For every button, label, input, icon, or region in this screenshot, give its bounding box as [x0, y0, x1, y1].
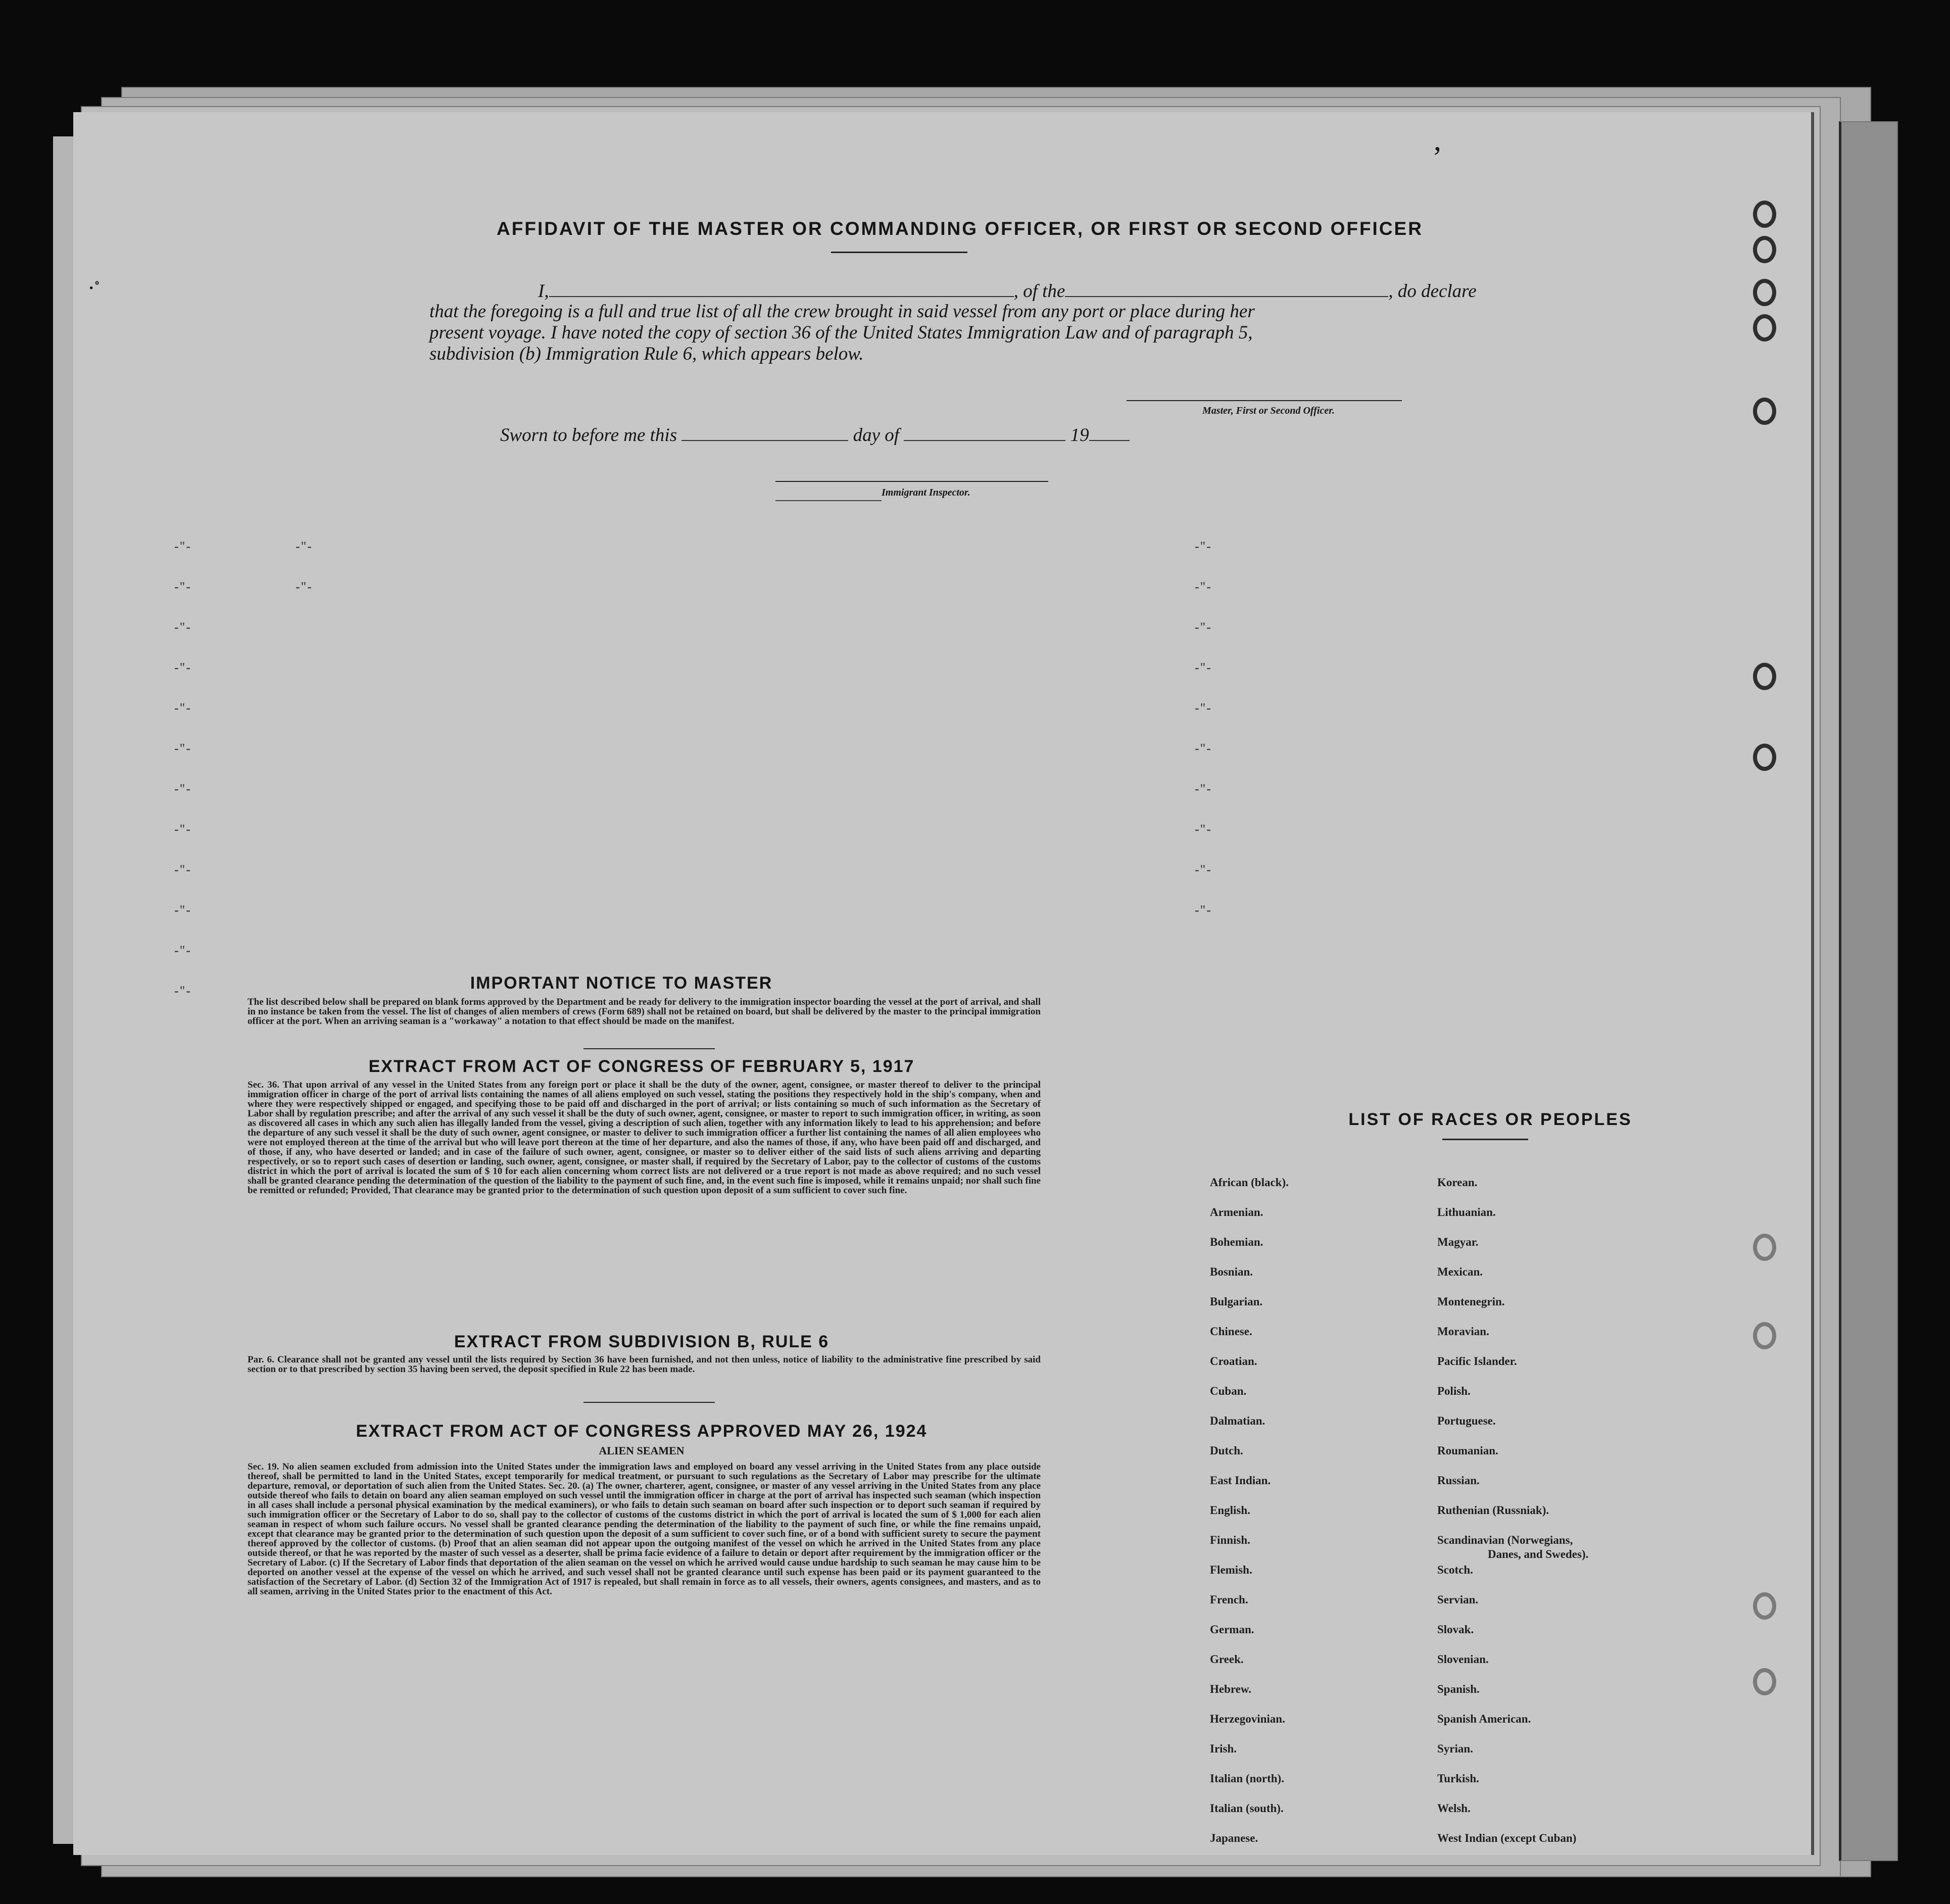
sworn-text: Sworn to before me this	[500, 425, 677, 446]
ditto-mark: -"-	[174, 539, 191, 554]
ditto-mark: -"-	[1195, 782, 1212, 796]
ditto-mark: -"-	[174, 822, 191, 837]
ditto-mark: -"-	[1195, 660, 1212, 675]
race-item: Russian.	[1437, 1474, 1480, 1487]
extract-1924-title: EXTRACT FROM ACT OF CONGRESS APPROVED MAY 26, 1924	[356, 1422, 928, 1441]
sworn-year-blank[interactable]	[1089, 440, 1130, 441]
extract-rule6-title: EXTRACT FROM SUBDIVISION B, RULE 6	[454, 1332, 830, 1351]
affidavit-line-3: present voyage. I have noted the copy of section 36 of the United States Immigration Law and of paragraph 5,	[429, 322, 1253, 343]
extract-1924-text: Sec. 19. No alien seamen excluded from admission into the United States under the immigration laws and employed on board any vessel arriving in the United States from any place outside thereof, shall be permitted to land in the United States, except temporarily for medical treatment, or pursuant to such regulations as the Secretary of Labor may prescribe for the ultimate departure, removal, or deportation of such alien from the United States. Sec. 20. (a) The owner, charterer, agent, consignee, or master of any vessel arriving in the United States from any place outside thereof who fails to detain on board any alien seaman employed on such vessel until the immigration officer in charge at the port of arrival has inspected such seaman (which inspection in all cases shall include a personal physical examination by the medical examiners), or who fails to detain such seaman on board after such inspection or to deport such seaman if required by such immigration officer or the Secretary of Labor to do so, shall pay to the collector of customs of the customs district in which the port of arrival is located the sum of $ 1,000 for each alien seaman in respect of whom such failure occurs. No vessel shall be granted clearance pending the determination of the liability to the payment of such fine, or while the fine remains unpaid, except that clearance may be granted prior to the determination of such question upon the deposit of a sum sufficient to cover such fine, or of a bond with sufficient surety to secure the payment thereof approved by the collector of customs. (b) Proof that an alien seaman did not appear upon the outgoing manifest of the vessel on which he arrived in the United States from any place outside thereof, or that he was reported by the master of such vessel as a deserter, shall be prima facie evidence of a failure to detain or deport after requirement by the immigration officer or the Secretary of Labor. (c) If the Secretary of Labor finds that deportation of the alien seaman on the vessel on which he arrived would cause undue hardship to such seaman he may cause him to be deported on another vessel at the expense of the vessel on which he arrived, and such vessel shall not be granted clearance until such expense has been paid or its payment guaranteed to the satisfaction of the Secretary of Labor. (d) Section 32 of the Immigration Act of 1917 is repealed, but shall remain in force as to all vessels, their owners, agents consignees, and masters, and as to all seamen, arriving in the United States prior to the enactment of this Act.	[248, 1461, 1041, 1597]
binder-hole	[1753, 1592, 1776, 1620]
race-item: Spanish.	[1437, 1683, 1480, 1695]
race-item: Roumanian.	[1437, 1444, 1498, 1457]
affidavit-i: I,	[538, 281, 549, 302]
right-edge-sheets	[1839, 121, 1898, 1861]
ditto-mark: -"-	[1195, 620, 1212, 634]
race-item: Bohemian.	[1210, 1236, 1263, 1248]
race-item: Flemish.	[1210, 1564, 1252, 1576]
race-item: West Indian (except Cuban)	[1437, 1832, 1577, 1844]
race-item: Pacific Islander.	[1437, 1355, 1517, 1368]
ditto-mark: -"-	[174, 984, 191, 998]
name-blank[interactable]	[549, 296, 1014, 297]
race-item: Croatian.	[1210, 1355, 1257, 1368]
race-item: African (black).	[1210, 1176, 1289, 1189]
race-item: Cuban.	[1210, 1385, 1247, 1397]
binder-hole	[1753, 1322, 1776, 1349]
inspector-signature-line[interactable]	[775, 481, 1048, 482]
race-item: German.	[1210, 1623, 1254, 1636]
sworn-month-blank[interactable]	[904, 440, 1065, 441]
ditto-mark: -"-	[1195, 862, 1212, 877]
master-caption: Master, First or Second Officer.	[1202, 405, 1335, 416]
extract-rule6-text: Par. 6. Clearance shall not be granted any vessel until the lists required by Section 36 have been furnished, and not then unless, notice of liability to the administrative fine prescribed by said section or to that prescribed by section 35 having been served, the deposit specified in Rule 22 has been made.	[248, 1354, 1041, 1375]
race-item: Dalmatian.	[1210, 1414, 1265, 1427]
ditto-mark: -"-	[1195, 741, 1212, 756]
extract-1917-title: EXTRACT FROM ACT OF CONGRESS OF FEBRUARY 5, 1917	[368, 1057, 915, 1076]
race-item: Turkish.	[1437, 1772, 1479, 1785]
divider	[583, 1402, 715, 1403]
vessel-blank[interactable]	[1065, 296, 1388, 297]
affidavit-line-4: subdivision (b) Immigration Rule 6, which appears below.	[429, 344, 864, 364]
race-item: Danes, and Swedes).	[1488, 1548, 1589, 1560]
binder-hole	[1753, 663, 1776, 690]
ditto-mark: -"-	[296, 539, 313, 554]
race-item: Hebrew.	[1210, 1683, 1251, 1695]
corner-mark: ·˚	[88, 279, 100, 298]
race-item: Irish.	[1210, 1742, 1237, 1755]
extract-1924-subtitle: ALIEN SEAMEN	[599, 1444, 685, 1457]
divider	[583, 1048, 715, 1049]
master-signature-line[interactable]	[1127, 400, 1402, 401]
ditto-mark: -"-	[1195, 701, 1212, 715]
binder-hole	[1753, 201, 1776, 228]
ditto-mark: -"-	[174, 782, 191, 796]
binder-hole	[1753, 1668, 1776, 1695]
race-item: Greek.	[1210, 1653, 1244, 1666]
binder-hole	[1753, 236, 1776, 263]
race-item: Slovak.	[1437, 1623, 1474, 1636]
ditto-mark: -"-	[174, 741, 191, 756]
race-item: Mexican.	[1437, 1265, 1483, 1278]
ditto-mark: -"-	[174, 701, 191, 715]
race-item: Welsh.	[1437, 1802, 1471, 1815]
race-item: Chinese.	[1210, 1325, 1252, 1338]
race-item: Slovenian.	[1437, 1653, 1489, 1666]
binder-hole	[1753, 1234, 1776, 1261]
ditto-mark: -"-	[1195, 903, 1212, 917]
affidavit-of-the: , of the	[1013, 281, 1065, 302]
race-item: French.	[1210, 1593, 1248, 1606]
race-item: Bosnian.	[1210, 1265, 1253, 1278]
ditto-mark: -"-	[296, 579, 313, 594]
form-page	[73, 112, 1814, 1855]
race-item: Korean.	[1437, 1176, 1478, 1189]
race-item: Scandinavian (Norwegians,	[1437, 1534, 1573, 1546]
binder-hole	[1753, 398, 1776, 425]
race-item: Dutch.	[1210, 1444, 1243, 1457]
race-item: Scotch.	[1437, 1564, 1473, 1576]
inspector-caption: Immigrant Inspector.	[882, 487, 970, 498]
race-item: Polish.	[1437, 1385, 1471, 1397]
race-item: Herzegovinian.	[1210, 1713, 1285, 1725]
race-item: Japanese.	[1210, 1832, 1258, 1844]
ditto-mark: -"-	[1195, 822, 1212, 837]
races-underline	[1442, 1139, 1528, 1140]
race-item: Moravian.	[1437, 1325, 1489, 1338]
ditto-mark: -"-	[1195, 539, 1212, 554]
title-underline	[831, 252, 967, 253]
affidavit-title: AFFIDAVIT OF THE MASTER OR COMMANDING OFFICER, OR FIRST OR SECOND OFFICER	[497, 218, 1423, 239]
race-item: Armenian.	[1210, 1206, 1263, 1218]
sworn-day-blank[interactable]	[681, 440, 848, 441]
ditto-mark: -"-	[174, 862, 191, 877]
binder-hole	[1753, 744, 1776, 771]
ditto-mark: -"-	[174, 943, 191, 958]
ditto-mark: -"-	[174, 660, 191, 675]
ditto-mark: -"-	[174, 620, 191, 634]
race-item: Italian (north).	[1210, 1772, 1284, 1785]
race-item: Bulgarian.	[1210, 1295, 1263, 1308]
races-title: LIST OF RACES OR PEOPLES	[1348, 1110, 1632, 1129]
affidavit-line-2: that the foregoing is a full and true list of all the crew brought in said vessel from any port or place during her	[429, 301, 1255, 322]
inspector-line-2	[775, 500, 882, 501]
ditto-mark: -"-	[174, 903, 191, 917]
important-notice-title: IMPORTANT NOTICE TO MASTER	[470, 973, 773, 993]
race-item: Finnish.	[1210, 1534, 1250, 1546]
race-item: Servian.	[1437, 1593, 1479, 1606]
extract-1917-text: Sec. 36. That upon arrival of any vessel in the United States from any foreign port or place it shall be the duty of the owner, agent, consignee, or master thereof to deliver to the principal immigration officer in charge of the port of arrival lists containing the names of all aliens employed on such vessel, stating the positions they respectively hold in the ship's company, when and where they were respectively shipped or engaged, and specifying those to be paid off and discharged in the port of arrival; or lists containing so much of such information as the Secretary of Labor shall by regulation prescribe; and after the arrival of any such vessel it shall be the duty of such owner, agent, consignee, or master to report to such immigration officer, in writing, as soon as discovered all cases in which any such alien has illegally landed from the vessel, giving a description of such alien, together with any information likely to lead to his apprehension; and before the departure of any such vessel it shall be the duty of such owner, agent consignee, or master to deliver to such immigration officer a further list containing the names of all alien employees who were not employed thereon at the time of the arrival but who will leave port thereon at the time of her departure, and also the names of those, if any, who have been paid off and discharged, and of those, if any, who have deserted or landed; and in case of the failure of such owner, agent, consignee, or master so to deliver either of the said lists of such aliens arriving and departing respectively, or so to report such cases of desertion or landing, such owner, agent, consignee, or master shall, if required by the Secretary of Labor, pay to the collector of customs of the customs district in which the port of arrival is located the sum of $ 10 for each alien concerning whom correct lists are not delivered or a true report is not made as above required; and no such vessel shall be granted clearance pending the determination of the question of the liability to the payment of such fine, and, in the event such fine is imposed, while it remains unpaid; nor shall such fine be remitted or refunded; Provided, That clearance may be granted prior to the determination of such question upon deposit of a sum sufficient to cover such fine.	[248, 1080, 1041, 1196]
race-item: Spanish American.	[1437, 1713, 1531, 1725]
race-item: East Indian.	[1210, 1474, 1271, 1487]
ditto-mark: -"-	[174, 579, 191, 594]
sworn-year: 19	[1070, 425, 1089, 446]
affidavit-declare: , do declare	[1388, 281, 1477, 302]
sworn-line	[500, 423, 1258, 448]
race-item: Lithuanian.	[1437, 1206, 1496, 1218]
race-item: Italian (south).	[1210, 1802, 1284, 1815]
race-item: Magyar.	[1437, 1236, 1479, 1248]
sworn-day-of: day of	[853, 425, 900, 446]
ditto-mark: -"-	[1195, 579, 1212, 594]
important-notice-text: The list described below shall be prepared on blank forms approved by the Department and be ready for delivery to the immigration inspector boarding the vessel at the port of arrival, and shall in no instance be taken from the vessel. The list of changes of alien members of crews (Form 689) shall not be retained on board, but shall be delivered by the master to the principal immigration officer at the port. When an arriving seaman is a "workaway" a notation to that effect should be made on the manifest.	[248, 997, 1041, 1027]
race-item: Montenegrin.	[1437, 1295, 1505, 1308]
race-item: Syrian.	[1437, 1742, 1473, 1755]
binder-hole	[1753, 279, 1776, 306]
binder-hole	[1753, 314, 1776, 341]
top-mark: ’	[1432, 140, 1442, 174]
race-item: Portuguese.	[1437, 1414, 1496, 1427]
race-item: English.	[1210, 1504, 1250, 1517]
race-item: Ruthenian (Russniak).	[1437, 1504, 1549, 1517]
